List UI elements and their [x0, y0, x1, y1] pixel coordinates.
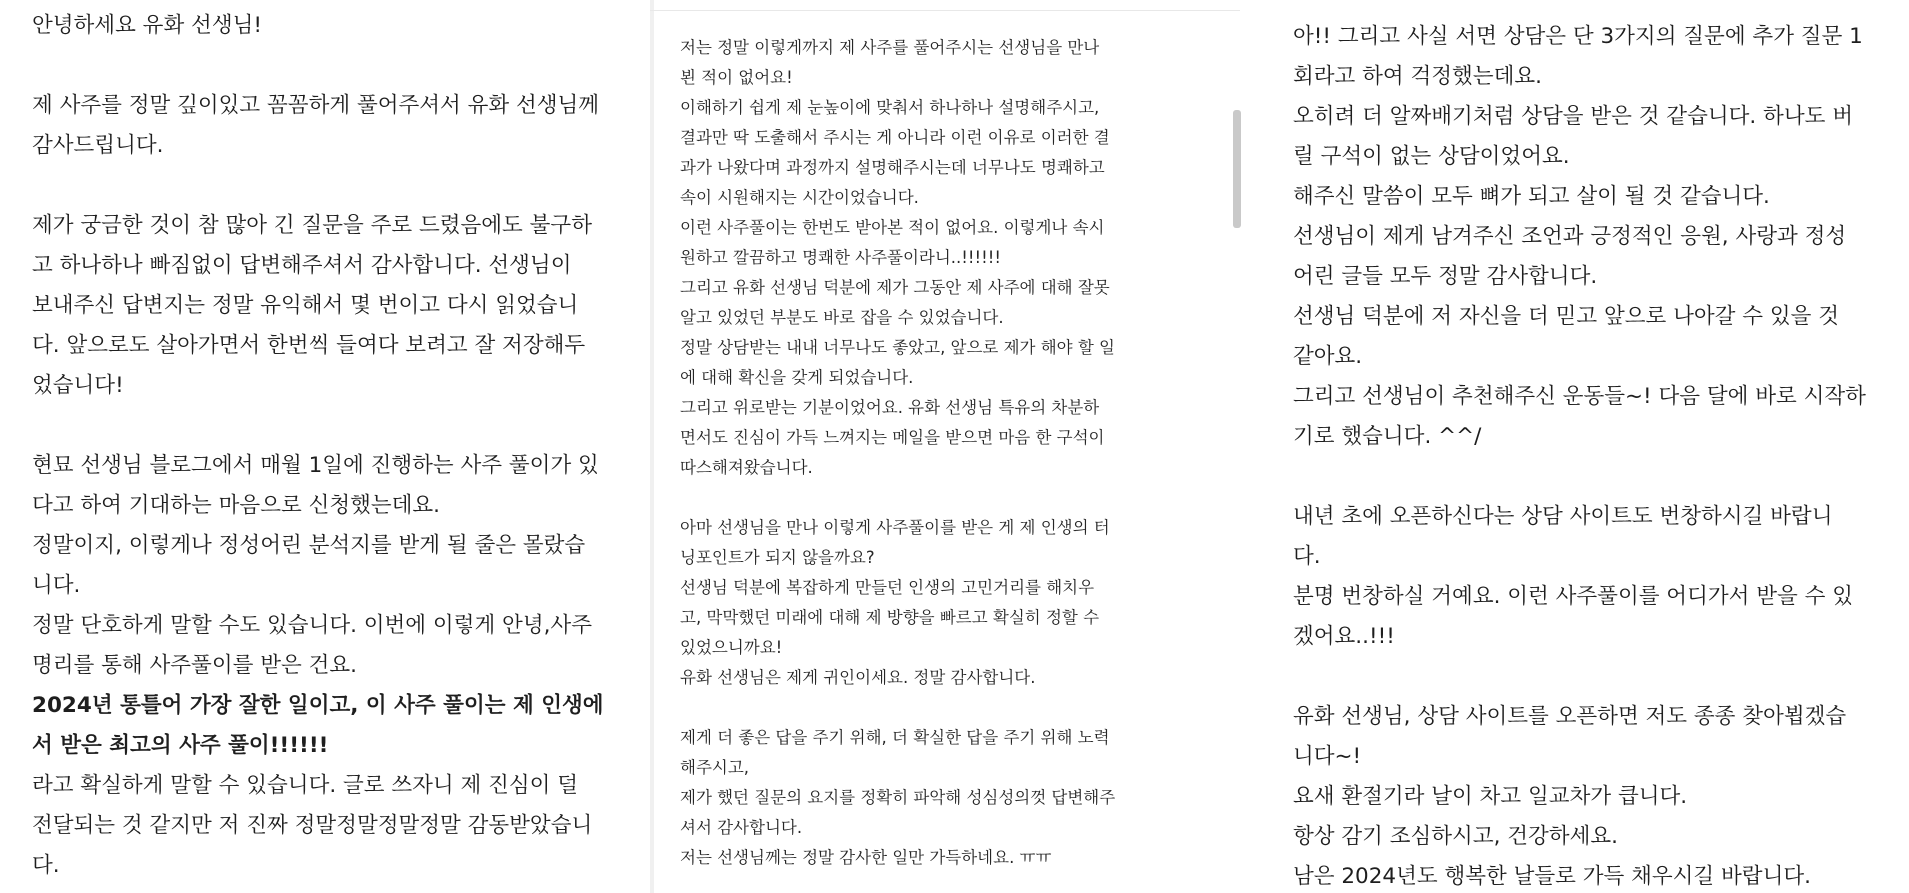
paragraph-gap: [32, 166, 620, 206]
text-line: 다고 하여 기대하는 마음으로 신청했는데요.: [32, 493, 441, 518]
text-line: 오히려 더 알짜배기처럼 상담을 받은 것 같습니다. 하나도 버: [1293, 104, 1853, 129]
text-line: 니다~!: [1293, 744, 1362, 769]
text-line: 기로 했습니다. ^^/: [1293, 424, 1482, 449]
text-line: 유화 선생님은 제게 귀인이세요. 정말 감사합니다.: [680, 668, 1036, 687]
text-line: 감사드립니다.: [32, 133, 164, 158]
text-line: 해주신 말씀이 모두 뼈가 되고 살이 될 것 같습니다.: [1293, 184, 1770, 209]
text-line: 현묘 선생님 블로그에서 매월 1일에 진행하는 사주 풀이가 있: [32, 453, 599, 478]
text-line: 보내주신 답변지는 정말 유익해서 몇 번이고 다시 읽었습니: [32, 293, 579, 318]
text-line: 어린 글들 모두 정말 감사합니다.: [1293, 264, 1598, 289]
text-line: 다. 앞으로도 살아가면서 한번씩 들여다 보려고 잘 저장해두: [32, 333, 586, 358]
highlight-line: 2024년 통틀어 가장 잘한 일이고, 이 사주 풀이는 제 인생에: [32, 693, 604, 718]
text-line: 항상 감기 조심하시고, 건강하세요.: [1293, 824, 1618, 849]
text-line: 정말 상담받는 내내 너무나도 좋았고, 앞으로 제가 해야 할 일: [680, 338, 1115, 357]
panel-top-border: [650, 10, 1240, 11]
text-line: 뵌 적이 없어요!: [680, 68, 793, 87]
review-text-middle: [650, 0, 1254, 893]
text-line: 따스해져왔습니다.: [680, 458, 813, 477]
paragraph-gap: [680, 483, 1234, 513]
text-line: 정말이지, 이렇게나 정성어린 분석지를 받게 될 줄은 몰랐습: [32, 533, 586, 558]
paragraph-gap: [1293, 457, 1889, 497]
text-line: 겠어요..!!!: [1293, 624, 1395, 649]
review-text-right: [1270, 0, 1909, 893]
text-line: 선생님 덕분에 복잡하게 만들던 인생의 고민거리를 해치우: [680, 578, 1095, 597]
text-line: 닝포인트가 되지 않을까요?: [680, 548, 875, 567]
text-line: 아!! 그리고 사실 서면 상담은 단 3가지의 질문에 추가 질문 1: [1293, 24, 1863, 49]
text-line: 유화 선생님, 상담 사이트를 오픈하면 저도 종종 찾아뵙겠습: [1293, 704, 1847, 729]
text-line: 제가 했던 질문의 요지를 정확히 파악해 성심성의껏 답변해주: [680, 788, 1116, 807]
text-line: 셔서 감사합니다.: [680, 818, 803, 837]
text-line: 전달되는 것 같지만 저 진짜 정말정말정말정말 감동받았습니: [32, 813, 593, 838]
text-line: 해주시고,: [680, 758, 750, 777]
text-line: 안녕하세요 유화 선생님!: [32, 13, 262, 38]
paragraph-gap: [680, 693, 1234, 723]
text-line: 제 사주를 정말 깊이있고 꼼꼼하게 풀어주셔서 유화 선생님께: [32, 93, 600, 118]
text-line: 고, 막막했던 미래에 대해 제 방향을 빠르고 확실히 정할 수: [680, 608, 1100, 627]
text-line: 었습니다!: [32, 373, 124, 398]
text-line: 다.: [32, 853, 60, 878]
text-line: 그리고 유화 선생님 덕분에 제가 그동안 제 사주에 대해 잘못: [680, 278, 1110, 297]
paragraph-gap: [32, 406, 620, 446]
scrollbar-thumb[interactable]: [1233, 110, 1241, 228]
text-line: 릴 구석이 없는 상담이었어요.: [1293, 144, 1570, 169]
text-line: 다.: [1293, 544, 1321, 569]
text-line: 저는 선생님께는 정말 감사한 일만 가득하네요. ㅠㅠ: [680, 848, 1052, 867]
text-line: 면서도 진심이 가득 느껴지는 메일을 받으면 마음 한 구석이: [680, 428, 1105, 447]
text-line: 알고 있었던 부분도 바로 잡을 수 있었습니다.: [680, 308, 1004, 327]
text-line: 이해하기 쉽게 제 눈높이에 맞춰서 하나하나 설명해주시고,: [680, 98, 1100, 117]
text-line: 고 하나하나 빠짐없이 답변해주셔서 감사합니다. 선생님이: [32, 253, 572, 278]
highlight-line: 서 받은 최고의 사주 풀이!!!!!!: [32, 733, 329, 758]
text-line: 있었으니까요!: [680, 638, 783, 657]
text-line: 에 대해 확신을 갖게 되었습니다.: [680, 368, 914, 387]
panel-divider: [1254, 0, 1270, 893]
text-line: 남은 2024년도 행복한 날들로 가득 채우시길 바랍니다.: [1293, 864, 1811, 889]
text-line: 속이 시원해지는 시간이었습니다.: [680, 188, 919, 207]
text-line: 원하고 깔끔하고 명쾌한 사주풀이라니..!!!!!!: [680, 248, 1001, 267]
text-line: 정말 단호하게 말할 수도 있습니다. 이번에 이렇게 안녕,사주: [32, 613, 592, 638]
text-line: 라고 확실하게 말할 수 있습니다. 글로 쓰자니 제 진심이 덜: [32, 773, 579, 798]
text-line: 저는 정말 이렇게까지 제 사주를 풀어주시는 선생님을 만나: [680, 38, 1100, 57]
text-line: 제게 더 좋은 답을 주기 위해, 더 확실한 답을 주기 위해 노력: [680, 728, 1110, 747]
text-line: 같아요.: [1293, 344, 1363, 369]
text-line: 선생님 덕분에 저 자신을 더 믿고 앞으로 나아갈 수 있을 것: [1293, 304, 1840, 329]
paragraph-gap: [32, 46, 620, 86]
text-line: 제가 궁금한 것이 참 많아 긴 질문을 주로 드렸음에도 불구하: [32, 213, 592, 238]
text-line: 그리고 위로받는 기분이었어요. 유화 선생님 특유의 차분하: [680, 398, 1100, 417]
text-line: 과가 나왔다며 과정까지 설명해주시는데 너무나도 명쾌하고: [680, 158, 1105, 177]
text-line: 회라고 하여 걱정했는데요.: [1293, 64, 1542, 89]
text-line: 아마 선생님을 만나 이렇게 사주풀이를 받은 게 제 인생의 터: [680, 518, 1110, 537]
review-text-left: [0, 0, 650, 893]
text-line: 요새 환절기라 날이 차고 일교차가 큽니다.: [1293, 784, 1688, 809]
text-line: 결과만 딱 도출해서 주시는 게 아니라 이런 이유로 이러한 결: [680, 128, 1110, 147]
text-line: 그리고 선생님이 추천해주신 운동들~! 다음 달에 바로 시작하: [1293, 384, 1866, 409]
text-line: 분명 번창하실 거예요. 이런 사주풀이를 어디가서 받을 수 있: [1293, 584, 1853, 609]
text-line: 니다.: [32, 573, 81, 598]
text-line: 선생님이 제게 남겨주신 조언과 긍정적인 응원, 사랑과 정성: [1293, 224, 1847, 249]
text-line: 명리를 통해 사주풀이를 받은 건요.: [32, 653, 357, 678]
paragraph-gap: [1293, 657, 1889, 697]
text-line: 이런 사주풀이는 한번도 받아본 적이 없어요. 이렇게나 속시: [680, 218, 1105, 237]
text-line: 내년 초에 오픈하신다는 상담 사이트도 번창하시길 바랍니: [1293, 504, 1833, 529]
panel-divider: [650, 0, 654, 893]
